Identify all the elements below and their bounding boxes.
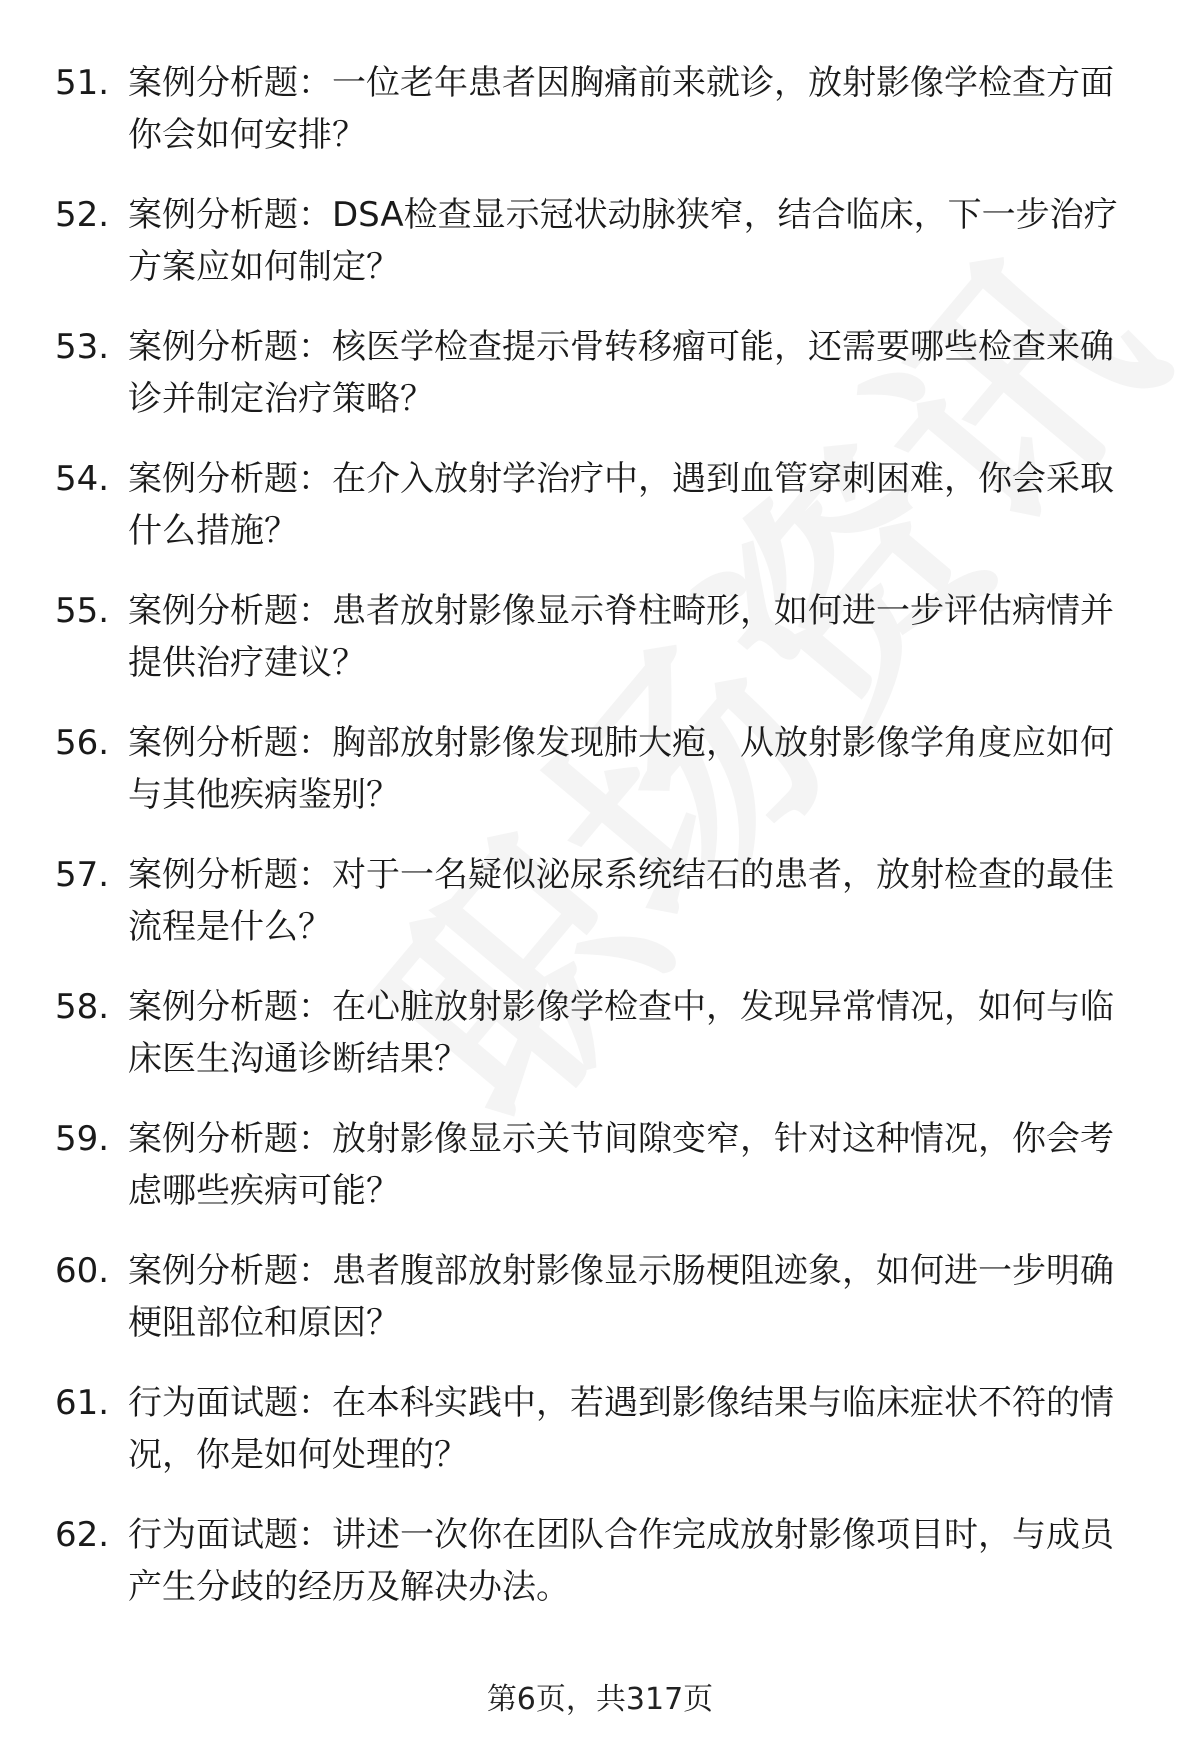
question-number: 54. [55, 459, 110, 499]
question-text: 行为面试题：在本科实践中，若遇到影像结果与临床症状不符的情况，你是如何处理的？ [128, 1383, 1114, 1475]
question-text: 案例分析题：一位老年患者因胸痛前来就诊，放射影像学检查方面你会如何安排？ [128, 63, 1114, 155]
question-item [0, 717, 1200, 849]
question-number: 52. [55, 195, 110, 235]
question-item [0, 189, 1200, 321]
page-footer: 第6页，共317页 [486, 1682, 714, 1717]
question-number: 59. [55, 1119, 110, 1159]
question-list [0, 57, 1200, 1641]
question-text: 行为面试题：讲述一次你在团队合作完成放射影像项目时，与成员产生分歧的经历及解决办法。 [128, 1515, 1114, 1607]
question-number: 55. [55, 591, 110, 631]
question-number: 60. [55, 1251, 110, 1291]
question-number: 61. [55, 1383, 110, 1423]
question-item [0, 1509, 1200, 1641]
question-number: 51. [55, 63, 110, 103]
question-item [0, 585, 1200, 717]
question-item [0, 1245, 1200, 1377]
question-item [0, 57, 1200, 189]
question-text: 案例分析题：在心脏放射影像学检查中，发现异常情况，如何与临床医生沟通诊断结果？ [128, 987, 1114, 1079]
question-text: 案例分析题：患者放射影像显示脊柱畸形，如何进一步评估病情并提供治疗建议？ [128, 591, 1114, 683]
question-number: 58. [55, 987, 110, 1027]
question-text: 案例分析题：DSA检查显示冠状动脉狭窄，结合临床，下一步治疗方案应如何制定？ [128, 195, 1118, 287]
question-text: 案例分析题：核医学检查提示骨转移瘤可能，还需要哪些检查来确诊并制定治疗策略？ [128, 327, 1114, 419]
question-text: 案例分析题：胸部放射影像发现肺大疱，从放射影像学角度应如何与其他疾病鉴别？ [128, 723, 1114, 815]
question-text: 案例分析题：放射影像显示关节间隙变窄，针对这种情况，你会考虑哪些疾病可能？ [128, 1119, 1114, 1211]
question-number: 56. [55, 723, 110, 763]
question-item [0, 321, 1200, 453]
question-item [0, 1377, 1200, 1509]
question-number: 57. [55, 855, 110, 895]
question-text: 案例分析题：在介入放射学治疗中，遇到血管穿刺困难，你会采取什么措施？ [128, 459, 1114, 551]
question-number: 62. [55, 1515, 110, 1555]
question-number: 53. [55, 327, 110, 367]
question-item [0, 453, 1200, 585]
question-text: 案例分析题：对于一名疑似泌尿系统结石的患者，放射检查的最佳流程是什么？ [128, 855, 1114, 947]
question-item [0, 849, 1200, 981]
question-item [0, 1113, 1200, 1245]
question-item [0, 981, 1200, 1113]
question-text: 案例分析题：患者腹部放射影像显示肠梗阻迹象，如何进一步明确梗阻部位和原因？ [128, 1251, 1114, 1343]
